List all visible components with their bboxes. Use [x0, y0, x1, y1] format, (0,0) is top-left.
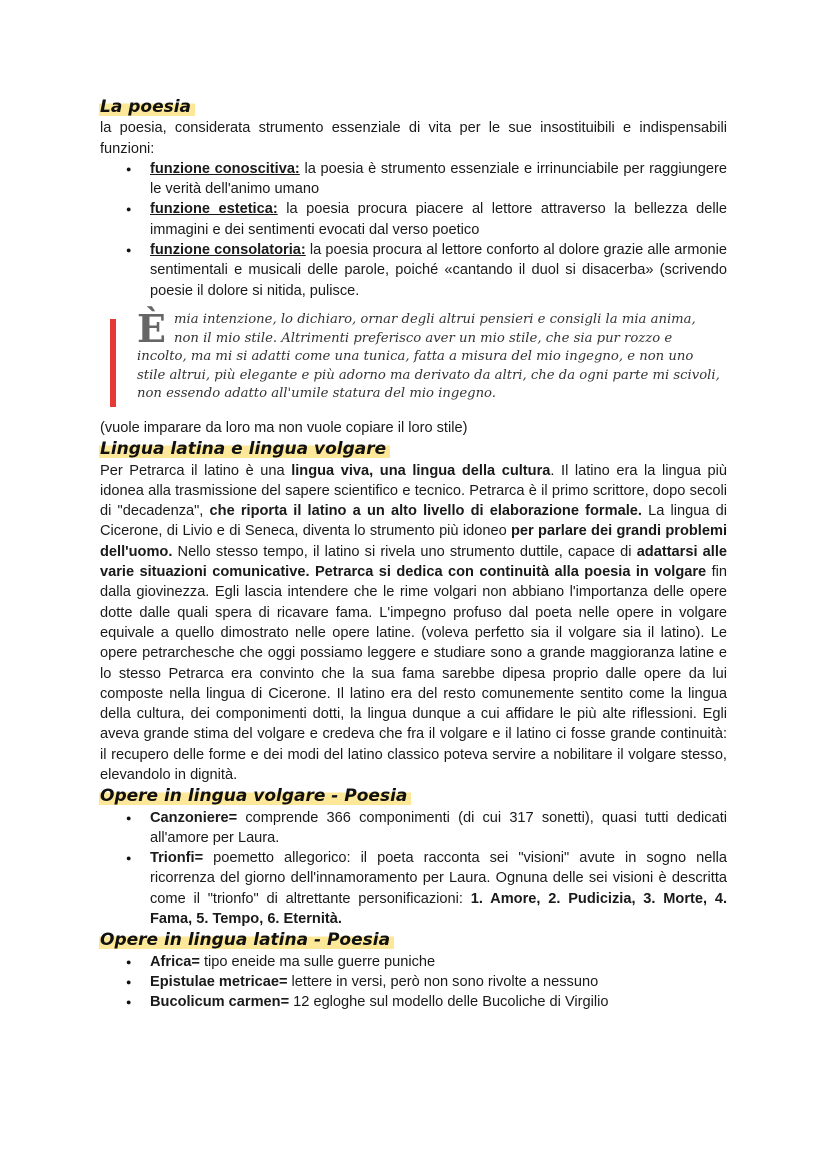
item-text: 12 egloghe sul modello delle Bucoliche di Virgilio — [289, 994, 609, 1011]
item-label: funzione estetica: — [150, 201, 278, 218]
intro-paragraph: la poesia, considerata strumento essenziale di vita per le sue insostituibili e indispensabili funzioni: — [100, 120, 727, 157]
bold-run: per parlare dei grandi problemi dell'uomo. — [100, 523, 727, 560]
item-text: la poesia procura al lettore conforto al dolore grazie alle armonie sentimentali e musicali delle parole, poiché «cantando il duol si disacerba» (scrivendo poesie il dolore si nitida, pulisce. — [150, 242, 727, 299]
item-text: poemetto allegorico: il poeta racconta sei "visioni" avute in sogno nella ricorrenza del giorno dell'innamoramento per Laura. Ognuna delle sei visioni è descritta come il "trionfo" di altrettante personificazioni: — [150, 850, 727, 907]
quote-block — [110, 305, 727, 404]
text-run: La lingua di Cicerone, di Livio e di Seneca, diventa lo strumento più idoneo — [100, 503, 727, 540]
bold-run: lingua viva, una lingua della cultura — [291, 462, 551, 479]
note: (vuole imparare da loro ma non vuole copiare il loro stile) — [100, 419, 468, 436]
quote-text: mia intenzione, lo dichiaro, ornar degli altrui pensieri e consigli la mia anima, non il mio stile. Altrimenti preferisco aver un mio stile, che sia pur rozzo e incolto, ma mi si adatti come una tunica, fatta a misura del mio ingegno, e non uno stile altrui, più elegante e più adorno ma derivato da altri, che da ogni parte mi scivoli, non essendo adatto all'umile statura del mio ingegno. — [137, 311, 720, 402]
volgare-list — [100, 808, 727, 930]
item-text: lettere in versi, però non sono rivolte a nessuno — [287, 973, 599, 990]
bold-run: che riporta il latino a un alto livello di elaborazione formale. — [209, 503, 642, 520]
page — [100, 96, 727, 1013]
bold-run: adattarsi alle varie situazioni comunicative. Petrarca si dedica con continuità alla poesia in volgare — [100, 543, 728, 581]
list-item — [100, 159, 727, 200]
list-item — [100, 992, 727, 1012]
heading-lingua: Lingua latina e lingua volgare — [99, 438, 390, 460]
item-label: Epistulae metricae= — [150, 973, 288, 990]
heading-opere-volgare: Opere in lingua volgare - Poesia — [99, 785, 411, 807]
item-bold: 1. Amore, 2. Pudicizia, 3. Morte, 4. Fama, 5. Tempo, 6. Eternità. — [150, 890, 728, 928]
drop-cap: È — [137, 305, 166, 351]
quote-body — [137, 305, 722, 404]
item-label: Africa= — [150, 953, 200, 970]
text-run: fin dalla giovinezza. Egli lascia intendere che le rime volgari non abbiano l'importanza delle opere dotte dalle quali spera di ricavare fama. L'impegno profuso dal poeta nelle opere in volgare equivale a quello dimostrato nelle opere latine. (voleva perfetto sia il volgare sia il latino). Le opere petrarchesche che oggi possiamo leggere e studiare sono a grande maggioranza latine e lo stesso Petrarca era convinto che la sua fama sarebbe dipesa proprio dalle opere da lui composte nella lingua di Cicerone. Il latino era del resto comunemente sentito come la lingua della cultura, dei componimenti dotti, la lingua dunque a cui affidare le più alte riflessioni. Egli aveva grande stima del volgare e credeva che fra il volgare e il latino ci fosse grande continuità: il recupero delle forme e dei modi del latino classico poteva servire a nobilitare il volgare stesso, elevandolo in dignità. — [100, 564, 727, 783]
list-item — [100, 240, 727, 301]
list-item — [100, 952, 727, 972]
list-item — [100, 848, 727, 929]
item-text: comprende 366 componimenti (di cui 317 sonetti), quasi tutti dedicati all'amore per Laura. — [150, 809, 727, 846]
list-item — [100, 808, 727, 849]
text-run: Nello stesso tempo, il latino si rivela uno strumento duttile, capace di — [172, 543, 637, 560]
heading-la-poesia: La poesia — [99, 96, 195, 118]
lingua-paragraph — [100, 461, 727, 786]
item-text: la poesia è strumento essenziale e irrinunciabile per raggiungere le verità dell'animo umano — [150, 160, 727, 198]
item-label: funzione conoscitiva: — [150, 160, 300, 177]
item-text: la poesia procura piacere al lettore attraverso la bellezza delle immagini e dei sentimenti evocati dal verso poetico — [150, 201, 727, 238]
list-item — [100, 972, 727, 992]
text-run: . Il latino era la lingua più idonea alla trasmissione del sapere scientifico e tecnico. Petrarca è il primo scrittore, dopo secoli di "decadenza", — [100, 462, 727, 520]
item-label: Trionfi= — [150, 850, 204, 867]
item-label: funzione consolatoria: — [150, 242, 306, 259]
functions-list — [100, 159, 727, 301]
item-label: Bucolicum carmen= — [150, 994, 290, 1011]
quote-bar — [110, 319, 116, 407]
item-label: Canzoniere= — [150, 809, 238, 826]
text-run: Per Petrarca il latino è una — [100, 462, 292, 479]
latina-list — [100, 952, 727, 1013]
heading-opere-latina: Opere in lingua latina - Poesia — [99, 929, 394, 951]
item-text: tipo eneide ma sulle guerre puniche — [199, 953, 436, 970]
list-item — [100, 199, 727, 240]
